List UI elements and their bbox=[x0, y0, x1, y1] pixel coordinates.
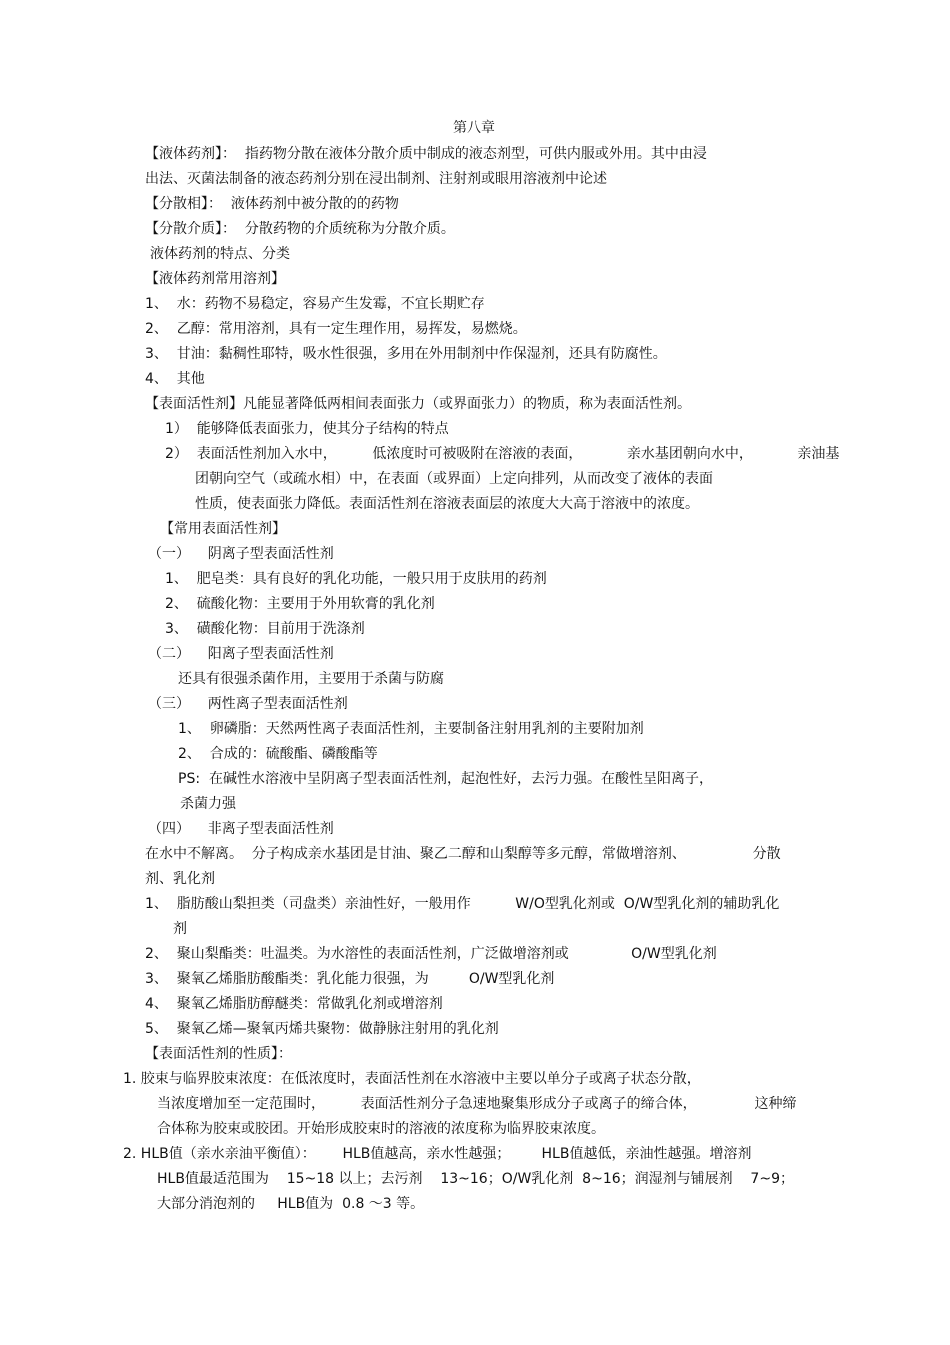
section-heading: （三） 两性离子型表面活性剂 bbox=[148, 696, 348, 712]
section-heading: （四） 非离子型表面活性剂 bbox=[148, 821, 334, 837]
text-line: 【分散介质】： 分散药物的介质统称为分散介质。 bbox=[145, 221, 455, 237]
list-item: 4、 其他 bbox=[145, 371, 205, 387]
text-line: 团朝向空气（或疏水相）中，在表面（或界面）上定向排列，从而改变了液体的表面 bbox=[195, 471, 713, 487]
list-item: 1、 肥皂类：具有良好的乳化功能，一般只用于皮肤用的药剂 bbox=[165, 571, 547, 587]
list-item: 1） 能够降低表面张力，使其分子结构的特点 bbox=[165, 421, 449, 437]
text-line: 合体称为胶束或胶团。开始形成胶束时的溶液的浓度称为临界胶束浓度。 bbox=[157, 1121, 605, 1137]
list-item: 3、 磺酸化物：目前用于洗涤剂 bbox=[165, 621, 365, 637]
list-item: 2、 聚山梨酯类：吐温类。为水溶性的表面活性剂，广泛做增溶剂或 O/W型乳化剂 bbox=[145, 946, 717, 962]
text-line: 性质，使表面张力降低。表面活性剂在溶液表面层的浓度大大高于溶液中的浓度。 bbox=[195, 496, 699, 512]
text-line: 在水中不解离。 分子构成亲水基团是甘油、聚乙二醇和山梨醇等多元醇，常做增溶剂、 分散 bbox=[145, 846, 781, 862]
text-line: 液体药剂的特点、分类 bbox=[150, 246, 290, 262]
list-item: 1、 卵磷脂：天然两性离子表面活性剂，主要制备注射用乳剂的主要附加剂 bbox=[178, 721, 644, 737]
section-heading: （一） 阴离子型表面活性剂 bbox=[148, 546, 334, 562]
list-item: 2） 表面活性剂加入水中， 低浓度时可被吸附在溶液的表面， 亲水基团朝向水中， 亲油基 bbox=[165, 446, 840, 462]
text-line: 剂、乳化剂 bbox=[145, 871, 215, 887]
text-line: 大部分消泡剂的 HLB值为 0.8 ～3 等。 bbox=[157, 1196, 425, 1212]
text-line: 【液体药剂】： 指药物分散在液体分散介质中制成的液态剂型，可供内服或外用。其中由浸 bbox=[145, 146, 707, 162]
list-item: 2、 硫酸化物：主要用于外用软膏的乳化剂 bbox=[165, 596, 435, 612]
list-item: 4、 聚氧乙烯脂肪醇醚类：常做乳化剂或增溶剂 bbox=[145, 996, 443, 1012]
list-item: 1、 脂肪酸山梨担类（司盘类）亲油性好，一般用作 W/O型乳化剂或 O/W型乳化剂的辅助乳化 bbox=[145, 896, 780, 912]
text-line: 【表面活性剂】凡能显著降低两相间表面张力（或界面张力）的物质，称为表面活性剂。 bbox=[145, 396, 691, 412]
text-line: 还具有很强杀菌作用，主要用于杀菌与防腐 bbox=[178, 671, 444, 687]
list-item: 3、 聚氧乙烯脂肪酸酯类：乳化能力很强，为 O/W型乳化剂 bbox=[145, 971, 555, 987]
section-heading: 【常用表面活性剂】 bbox=[160, 521, 286, 537]
text-line: 剂 bbox=[173, 921, 187, 937]
list-item: 2. HLB值（亲水亲油平衡值）： HLB值越高，亲水性越强； HLB值越低，亲油性越强。增溶剂 bbox=[123, 1146, 752, 1162]
text-line: 【分散相】： 液体药剂中被分散的的药物 bbox=[145, 196, 399, 212]
section-heading: 【表面活性剂的性质】： bbox=[145, 1046, 292, 1062]
chapter-title: 第八章 bbox=[453, 120, 495, 136]
text-line: 杀菌力强 bbox=[180, 796, 236, 812]
text-line: 当浓度增加至一定范围时， 表面活性剂分子急速地聚集形成分子或离子的缔合体， 这种缔 bbox=[157, 1096, 797, 1112]
list-item: 5、 聚氧乙烯—聚氧丙烯共聚物：做静脉注射用的乳化剂 bbox=[145, 1021, 499, 1037]
text-line: 出法、灭菌法制备的液态药剂分别在浸出制剂、注射剂或眼用溶液剂中论述 bbox=[145, 171, 607, 187]
list-item: 1、 水：药物不易稳定，容易产生发霉，不宜长期贮存 bbox=[145, 296, 485, 312]
list-item: 2、 合成的：硫酸酯、磷酸酯等 bbox=[178, 746, 378, 762]
section-heading: （二） 阳离子型表面活性剂 bbox=[148, 646, 334, 662]
text-line: PS: 在碱性水溶液中呈阴离子型表面活性剂，起泡性好，去污力强。在酸性呈阳离子， bbox=[178, 771, 713, 787]
list-item: 1. 胶束与临界胶束浓度：在低浓度时，表面活性剂在水溶液中主要以单分子或离子状态分散， bbox=[123, 1071, 701, 1087]
list-item: 3、 甘油：黏稠性耶特，吸水性很强，多用在外用制剂中作保湿剂，还具有防腐性。 bbox=[145, 346, 667, 362]
list-item: 2、 乙醇：常用溶剂，具有一定生理作用，易挥发，易燃烧。 bbox=[145, 321, 527, 337]
text-line: 【液体药剂常用溶剂】 bbox=[145, 271, 285, 287]
text-line: HLB值最适范围为 15~18 以上；去污剂 13~16；O/W乳化剂 8~16；润湿剂与铺展剂 7~9； bbox=[157, 1171, 794, 1187]
